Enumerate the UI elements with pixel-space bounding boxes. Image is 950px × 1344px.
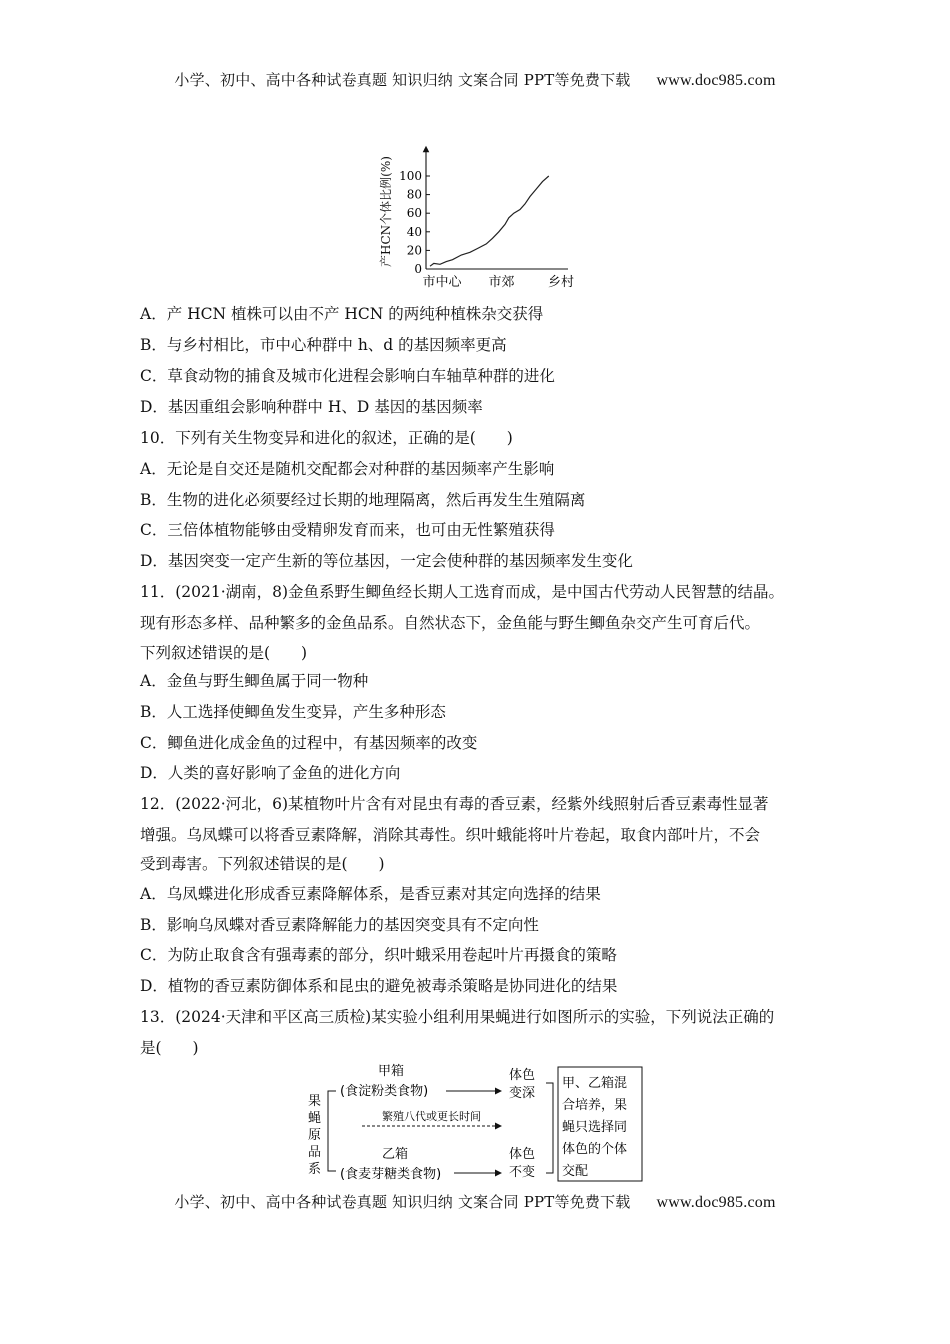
origin-char-3: 原: [308, 1128, 322, 1143]
q10-option-d: D．基因突变一定产生新的等位基因，一定会使种群的基因频率发生变化: [140, 552, 633, 570]
chart-svg: [378, 141, 588, 291]
q12-stem-line-1: 12．(2022·河北，6)某植物叶片含有对昆虫有毒的香豆素，经紫外线照射后香豆素毒性显著: [140, 795, 769, 813]
origin-char-1: 果: [308, 1094, 322, 1109]
x-tick-label: 市郊: [488, 275, 515, 290]
hcn-line-chart: [378, 141, 588, 291]
box-a-food: (食淀粉类食物): [340, 1084, 429, 1099]
q12-option-c: C．为防止取食含有强毒素的部分，织叶蛾采用卷起叶片再摄食的策略: [140, 946, 617, 964]
x-tick-label: 市中心: [422, 275, 462, 290]
middle-label: 繁殖八代或更长时间: [382, 1110, 481, 1123]
x-tick-label: 乡村: [547, 275, 575, 290]
q12-stem-line-2: 增强。乌凤蝶可以将香豆素降解，消除其毒性。织叶蛾能将叶片卷起，取食内部叶片，不会: [140, 826, 761, 844]
result-b-line1: 体色: [509, 1147, 536, 1162]
conclusion-line4: 体色的个体: [562, 1142, 628, 1157]
q9-option-c: C．草食动物的捕食及城市化进程会影响白车轴草种群的进化: [140, 367, 555, 385]
q12-option-d: D．植物的香豆素防御体系和昆虫的避免被毒杀策略是协同进化的结果: [140, 977, 618, 995]
y-tick-label: 20: [406, 243, 422, 258]
chart-ylabel: 产HCN个体比例(%): [379, 156, 393, 267]
bracket: [328, 1091, 336, 1171]
page-footer: [0, 1191, 950, 1212]
footer-text: 小学、初中、高中各种试卷真题 知识归纳 文案合同 PPT等免费下载: [174, 1193, 631, 1211]
q11-option-d: D．人类的喜好影响了金鱼的进化方向: [140, 764, 401, 782]
conclusion-line3: 蝇只选择同: [562, 1120, 628, 1135]
q9-option-d: D．基因重组会影响种群中 H、D 基因的基因频率: [140, 398, 483, 416]
box-b-label: 乙箱: [382, 1147, 409, 1162]
origin-char-4: 品: [308, 1145, 322, 1160]
conclusion-line1: 甲、乙箱混: [562, 1076, 628, 1091]
q11-stem-line-2: 现有形态多样、品种繁多的金鱼品系。自然状态下，金鱼能与野生鲫鱼杂交产生可育后代。: [140, 614, 761, 632]
y-tick-label: 80: [406, 187, 422, 202]
q11-option-c: C．鲫鱼进化成金鱼的过程中，有基因频率的改变: [140, 734, 478, 752]
origin-char-2: 蝇: [308, 1111, 322, 1126]
y-tick-label: 60: [406, 206, 422, 221]
q10-option-b: B．生物的进化必须要经过长期的地理隔离，然后再发生生殖隔离: [140, 491, 586, 509]
q10-option-a: A．无论是自交还是随机交配都会对种群的基因频率产生影响: [140, 460, 555, 478]
box-b-food: (食麦芽糖类食物): [340, 1167, 442, 1182]
origin-char-5: 系: [308, 1162, 322, 1177]
q13-stem-line-2: 是( ): [140, 1039, 199, 1057]
q11-stem-line-1: 11．(2021·湖南，8)金鱼系野生鲫鱼经长期人工选育而成，是中国古代劳动人民智慧的结晶。: [140, 583, 785, 601]
page-header: [0, 69, 950, 90]
y-tick-label: 40: [406, 224, 422, 239]
q10-stem: 10．下列有关生物变异和进化的叙述，正确的是( ): [140, 429, 513, 447]
q13-stem-line-1: 13．(2024·天津和平区高三质检)某实验小组利用果蝇进行如图所示的实验，下列说法正确的: [140, 1008, 775, 1026]
y-tick-label: 0: [414, 262, 422, 276]
diagram-svg: [302, 1059, 647, 1187]
q11-stem-line-3: 下列叙述错误的是( ): [140, 644, 308, 662]
header-text: 小学、初中、高中各种试卷真题 知识归纳 文案合同 PPT等免费下载: [174, 71, 631, 89]
q12-stem-line-3: 受到毒害。下列叙述错误的是( ): [140, 855, 385, 873]
fruitfly-experiment-diagram: [302, 1059, 647, 1187]
y-tick-label: 100: [399, 169, 422, 183]
q12-option-b: B．影响乌凤蝶对香豆素降解能力的基因突变具有不定向性: [140, 916, 539, 934]
result-a-line2: 变深: [509, 1086, 536, 1101]
footer-url[interactable]: www.doc985.com: [656, 1194, 776, 1211]
header-url[interactable]: www.doc985.com: [656, 72, 776, 89]
conclusion-line5: 交配: [562, 1164, 589, 1179]
result-a-line1: 体色: [509, 1068, 536, 1083]
q10-option-c: C．三倍体植物能够由受精卵发育而来，也可由无性繁殖获得: [140, 521, 555, 539]
series-line: [430, 176, 549, 266]
q9-option-b: B．与乡村相比，市中心种群中 h、d 的基因频率更高: [140, 336, 507, 354]
conclusion-line2: 合培养，果: [562, 1098, 628, 1113]
q9-option-a: A．产 HCN 植株可以由不产 HCN 的两纯种植株杂交获得: [140, 305, 544, 323]
box-a-label: 甲箱: [378, 1064, 405, 1079]
q12-option-a: A．乌凤蝶进化形成香豆素降解体系，是香豆素对其定向选择的结果: [140, 885, 601, 903]
q11-option-a: A．金鱼与野生鲫鱼属于同一物种: [140, 672, 369, 690]
right-bracket: [546, 1083, 553, 1173]
q11-option-b: B．人工选择使鲫鱼发生变异，产生多种形态: [140, 703, 446, 721]
result-b-line2: 不变: [509, 1165, 536, 1180]
